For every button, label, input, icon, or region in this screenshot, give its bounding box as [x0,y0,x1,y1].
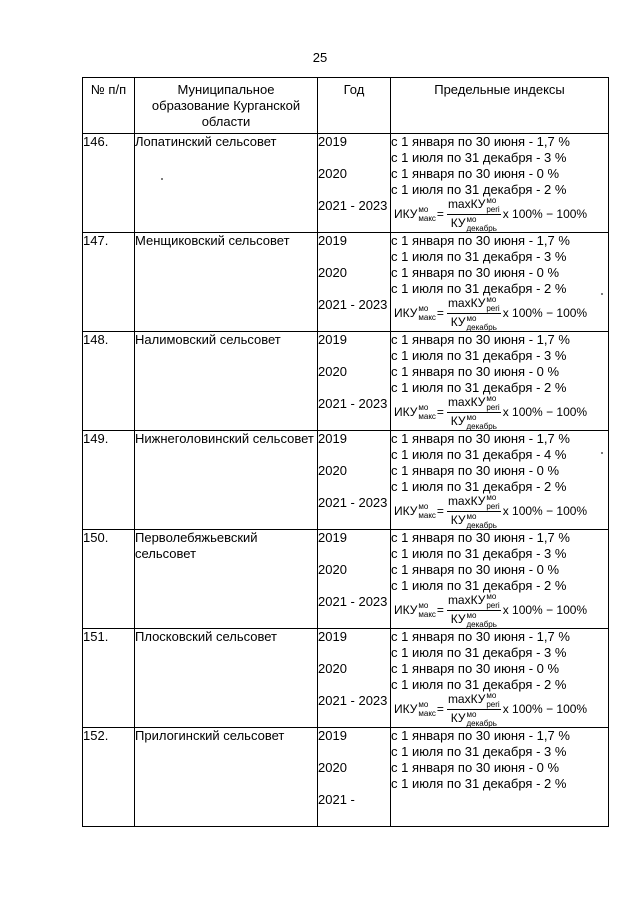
year-value: 2019 [318,233,347,248]
index-cell [391,431,609,530]
formula-equals: = [436,306,444,320]
year-cell [318,530,391,629]
formula-num-base: maxКУ [447,691,486,706]
formula-lhs-scripts [418,601,436,619]
formula-num-sup: мо [486,690,497,700]
table-row [83,530,609,629]
formula-num-scripts [486,691,499,709]
formula-equals: = [436,207,444,221]
formula-tail: x 100% − 100% [502,603,588,617]
index-line: с 1 января по 30 июня - 1,7 % [391,332,570,347]
index-line: с 1 июля по 31 декабря - 2 % [391,182,567,197]
formula-denominator [447,215,501,233]
year-value: 2019 [318,332,347,347]
index-line: с 1 января по 30 июня - 0 % [391,364,560,379]
formula-den-sub: декабрь [466,619,497,629]
year-value: 2019 [318,728,347,743]
scan-speck [161,178,163,180]
row-number: 151. [83,629,135,728]
scan-speck [601,293,603,295]
formula-den-sub: декабрь [466,520,497,530]
formula-den-scripts [466,314,496,332]
formula-lhs-sup: мо [418,502,429,511]
row-number: 149. [83,431,135,530]
formula-tail: x 100% − 100% [502,504,588,518]
index-line: с 1 июля по 31 декабря - 2 % [391,776,567,791]
formula-num-base: maxКУ [447,295,486,310]
formula-den-base: КУ [450,611,466,626]
index-line: с 1 января по 30 июня - 0 % [391,265,560,280]
index-line: с 1 января по 30 июня - 0 % [391,166,560,181]
table-header-row [83,78,609,134]
formula-lhs-scripts [418,403,436,421]
formula-den-sub: декабрь [466,223,497,233]
formula-den-scripts [466,611,496,629]
formula-den-sup: мо [466,610,477,620]
row-number: 146. [83,134,135,233]
formula-num-sub: peri [486,303,500,313]
formula-denominator [447,512,501,530]
formula-num-base: maxКУ [447,196,486,211]
formula-den-scripts [466,413,496,431]
index-line: с 1 января по 30 июня - 0 % [391,661,560,676]
index-formula [391,591,608,629]
formula-den-sup: мо [466,709,477,719]
formula-denominator [447,314,501,332]
formula-den-sup: мо [466,214,477,224]
index-line: с 1 января по 30 июня - 0 % [391,562,560,577]
index-line: с 1 июля по 31 декабря - 3 % [391,348,567,363]
formula-den-scripts [466,710,496,728]
index-line: с 1 января по 30 июня - 1,7 % [391,431,570,446]
table-row [83,431,609,530]
year-value: 2020 [318,661,347,676]
formula-den-sup: мо [466,511,477,521]
formula-equals: = [436,405,444,419]
formula-lhs-sub: макс [418,214,436,223]
formula-lhs-sup: мо [418,601,429,610]
page-number: 25 [312,50,328,65]
row-number: 147. [83,233,135,332]
formula-lhs-sub: макс [418,313,436,322]
index-line: с 1 июля по 31 декабря - 2 % [391,281,567,296]
index-formula [391,393,608,431]
index-line: с 1 июля по 31 декабря - 2 % [391,578,567,593]
header-year: Год [318,78,391,134]
index-cell [391,332,609,431]
index-formula [391,294,608,332]
formula-fraction [447,295,501,332]
year-value: 2021 - [318,792,355,807]
formula-fraction [447,592,501,629]
year-value: 2021 - 2023 [318,297,388,312]
formula-lhs-sub: макс [418,610,436,619]
formula-den-base: КУ [450,215,466,230]
year-cell [318,431,391,530]
formula-den-base: КУ [450,710,466,725]
formula-lhs-sup: мо [418,403,429,412]
index-line: с 1 января по 30 июня - 0 % [391,463,560,478]
formula-numerator [447,691,501,710]
table-row [83,134,609,233]
formula-num-scripts [486,592,499,610]
formula-denominator [447,413,501,431]
limits-table [82,77,609,827]
formula-lhs: ИКУ [394,702,418,716]
formula-fraction [447,196,501,233]
formula-num-sub: peri [486,600,500,610]
index-line: с 1 июля по 31 декабря - 3 % [391,546,567,561]
formula-num-sub: peri [486,699,500,709]
formula-lhs-sub: макс [418,511,436,520]
formula-den-scripts [466,215,496,233]
formula-den-sup: мо [466,313,477,323]
formula-lhs: ИКУ [394,405,418,419]
formula-num-scripts [486,493,499,511]
formula-num-base: maxКУ [447,493,486,508]
year-value: 2020 [318,463,347,478]
year-cell [318,728,391,827]
table-row [83,332,609,431]
formula-num-sup: мо [486,195,497,205]
formula-lhs-sup: мо [418,304,429,313]
header-index: Предельные индексы [391,78,609,134]
row-number: 148. [83,332,135,431]
formula-num-sup: мо [486,591,497,601]
formula-lhs-scripts [418,205,436,223]
index-line: с 1 июля по 31 декабря - 4 % [391,447,567,462]
formula-fraction [447,493,501,530]
index-cell [391,530,609,629]
formula-lhs-sub: макс [418,709,436,718]
formula-num-base: maxКУ [447,394,486,409]
index-line: с 1 января по 30 июня - 1,7 % [391,530,570,545]
year-cell [318,332,391,431]
formula-den-sub: декабрь [466,322,497,332]
municipality-name: Лопатинский сельсовет [135,134,318,233]
municipality-name: Плосковский сельсовет [135,629,318,728]
year-value: 2020 [318,265,347,280]
year-value: 2021 - 2023 [318,198,388,213]
formula-num-scripts [486,394,499,412]
index-line: с 1 января по 30 июня - 1,7 % [391,728,570,743]
formula-lhs-sup: мо [418,205,429,214]
formula-num-sub: peri [486,501,500,511]
formula-equals: = [436,702,444,716]
index-cell [391,134,609,233]
year-value: 2019 [318,629,347,644]
municipality-name: Перволебяжьевский сельсовет [135,530,318,629]
municipality-name: Налимовский сельсовет [135,332,318,431]
formula-lhs-sub: макс [418,412,436,421]
year-value: 2019 [318,431,347,446]
year-value: 2019 [318,134,347,149]
formula-tail: x 100% − 100% [502,207,588,221]
formula-lhs-sup: мо [418,700,429,709]
formula-den-scripts [466,512,496,530]
municipality-name: Прилогинский сельсовет [135,728,318,827]
row-number: 150. [83,530,135,629]
municipality-name: Менщиковский сельсовет [135,233,318,332]
formula-lhs: ИКУ [394,306,418,320]
formula-lhs: ИКУ [394,207,418,221]
formula-num-sub: peri [486,402,500,412]
formula-num-scripts [486,196,499,214]
formula-den-sub: декабрь [466,718,497,728]
formula-equals: = [436,603,444,617]
index-line: с 1 января по 30 июня - 1,7 % [391,134,570,149]
header-municipality: Муниципальное образование Курганской области [135,78,318,134]
formula-tail: x 100% − 100% [502,702,588,716]
formula-den-base: КУ [450,314,466,329]
index-line: с 1 июля по 31 декабря - 3 % [391,150,567,165]
table-body [83,134,609,827]
index-cell [391,233,609,332]
formula-den-sub: декабрь [466,421,497,431]
index-line: с 1 января по 30 июня - 1,7 % [391,629,570,644]
formula-num-sup: мо [486,393,497,403]
municipality-name: Нижнеголовинский сельсовет [135,431,318,530]
year-cell [318,134,391,233]
index-cell [391,728,609,827]
formula-numerator [447,493,501,512]
index-line: с 1 июля по 31 декабря - 2 % [391,677,567,692]
formula-denominator [447,611,501,629]
formula-numerator [447,592,501,611]
table-row [83,728,609,827]
year-value: 2020 [318,562,347,577]
index-line: с 1 июля по 31 декабря - 2 % [391,479,567,494]
year-cell [318,629,391,728]
index-formula [391,690,608,728]
formula-lhs: ИКУ [394,603,418,617]
index-line: с 1 июля по 31 декабря - 3 % [391,645,567,660]
index-formula [391,195,608,233]
year-value: 2020 [318,166,347,181]
formula-fraction [447,691,501,728]
index-line: с 1 января по 30 июня - 0 % [391,760,560,775]
formula-num-sup: мо [486,294,497,304]
index-line: с 1 июля по 31 декабря - 2 % [391,380,567,395]
year-value: 2021 - 2023 [318,396,388,411]
year-value: 2021 - 2023 [318,495,388,510]
index-cell [391,629,609,728]
formula-fraction [447,394,501,431]
table-row [83,629,609,728]
formula-den-sup: мо [466,412,477,422]
year-cell [318,233,391,332]
formula-equals: = [436,504,444,518]
index-formula [391,492,608,530]
year-value: 2021 - 2023 [318,693,388,708]
formula-numerator [447,196,501,215]
formula-num-scripts [486,295,499,313]
formula-lhs-scripts [418,700,436,718]
index-line: с 1 января по 30 июня - 1,7 % [391,233,570,248]
year-value: 2019 [318,530,347,545]
formula-num-sup: мо [486,492,497,502]
formula-num-sub: peri [486,204,500,214]
index-line: с 1 июля по 31 декабря - 3 % [391,744,567,759]
formula-numerator [447,295,501,314]
index-line: с 1 июля по 31 декабря - 3 % [391,249,567,264]
formula-den-base: КУ [450,413,466,428]
year-value: 2021 - 2023 [318,594,388,609]
year-value: 2020 [318,760,347,775]
formula-lhs-scripts [418,502,436,520]
formula-den-base: КУ [450,512,466,527]
formula-lhs-scripts [418,304,436,322]
scan-speck [601,452,603,454]
table-row [83,233,609,332]
header-num: № п/п [83,78,135,134]
formula-lhs: ИКУ [394,504,418,518]
row-number: 152. [83,728,135,827]
formula-numerator [447,394,501,413]
formula-denominator [447,710,501,728]
year-value: 2020 [318,364,347,379]
formula-num-base: maxКУ [447,592,486,607]
formula-tail: x 100% − 100% [502,405,588,419]
formula-tail: x 100% − 100% [502,306,588,320]
